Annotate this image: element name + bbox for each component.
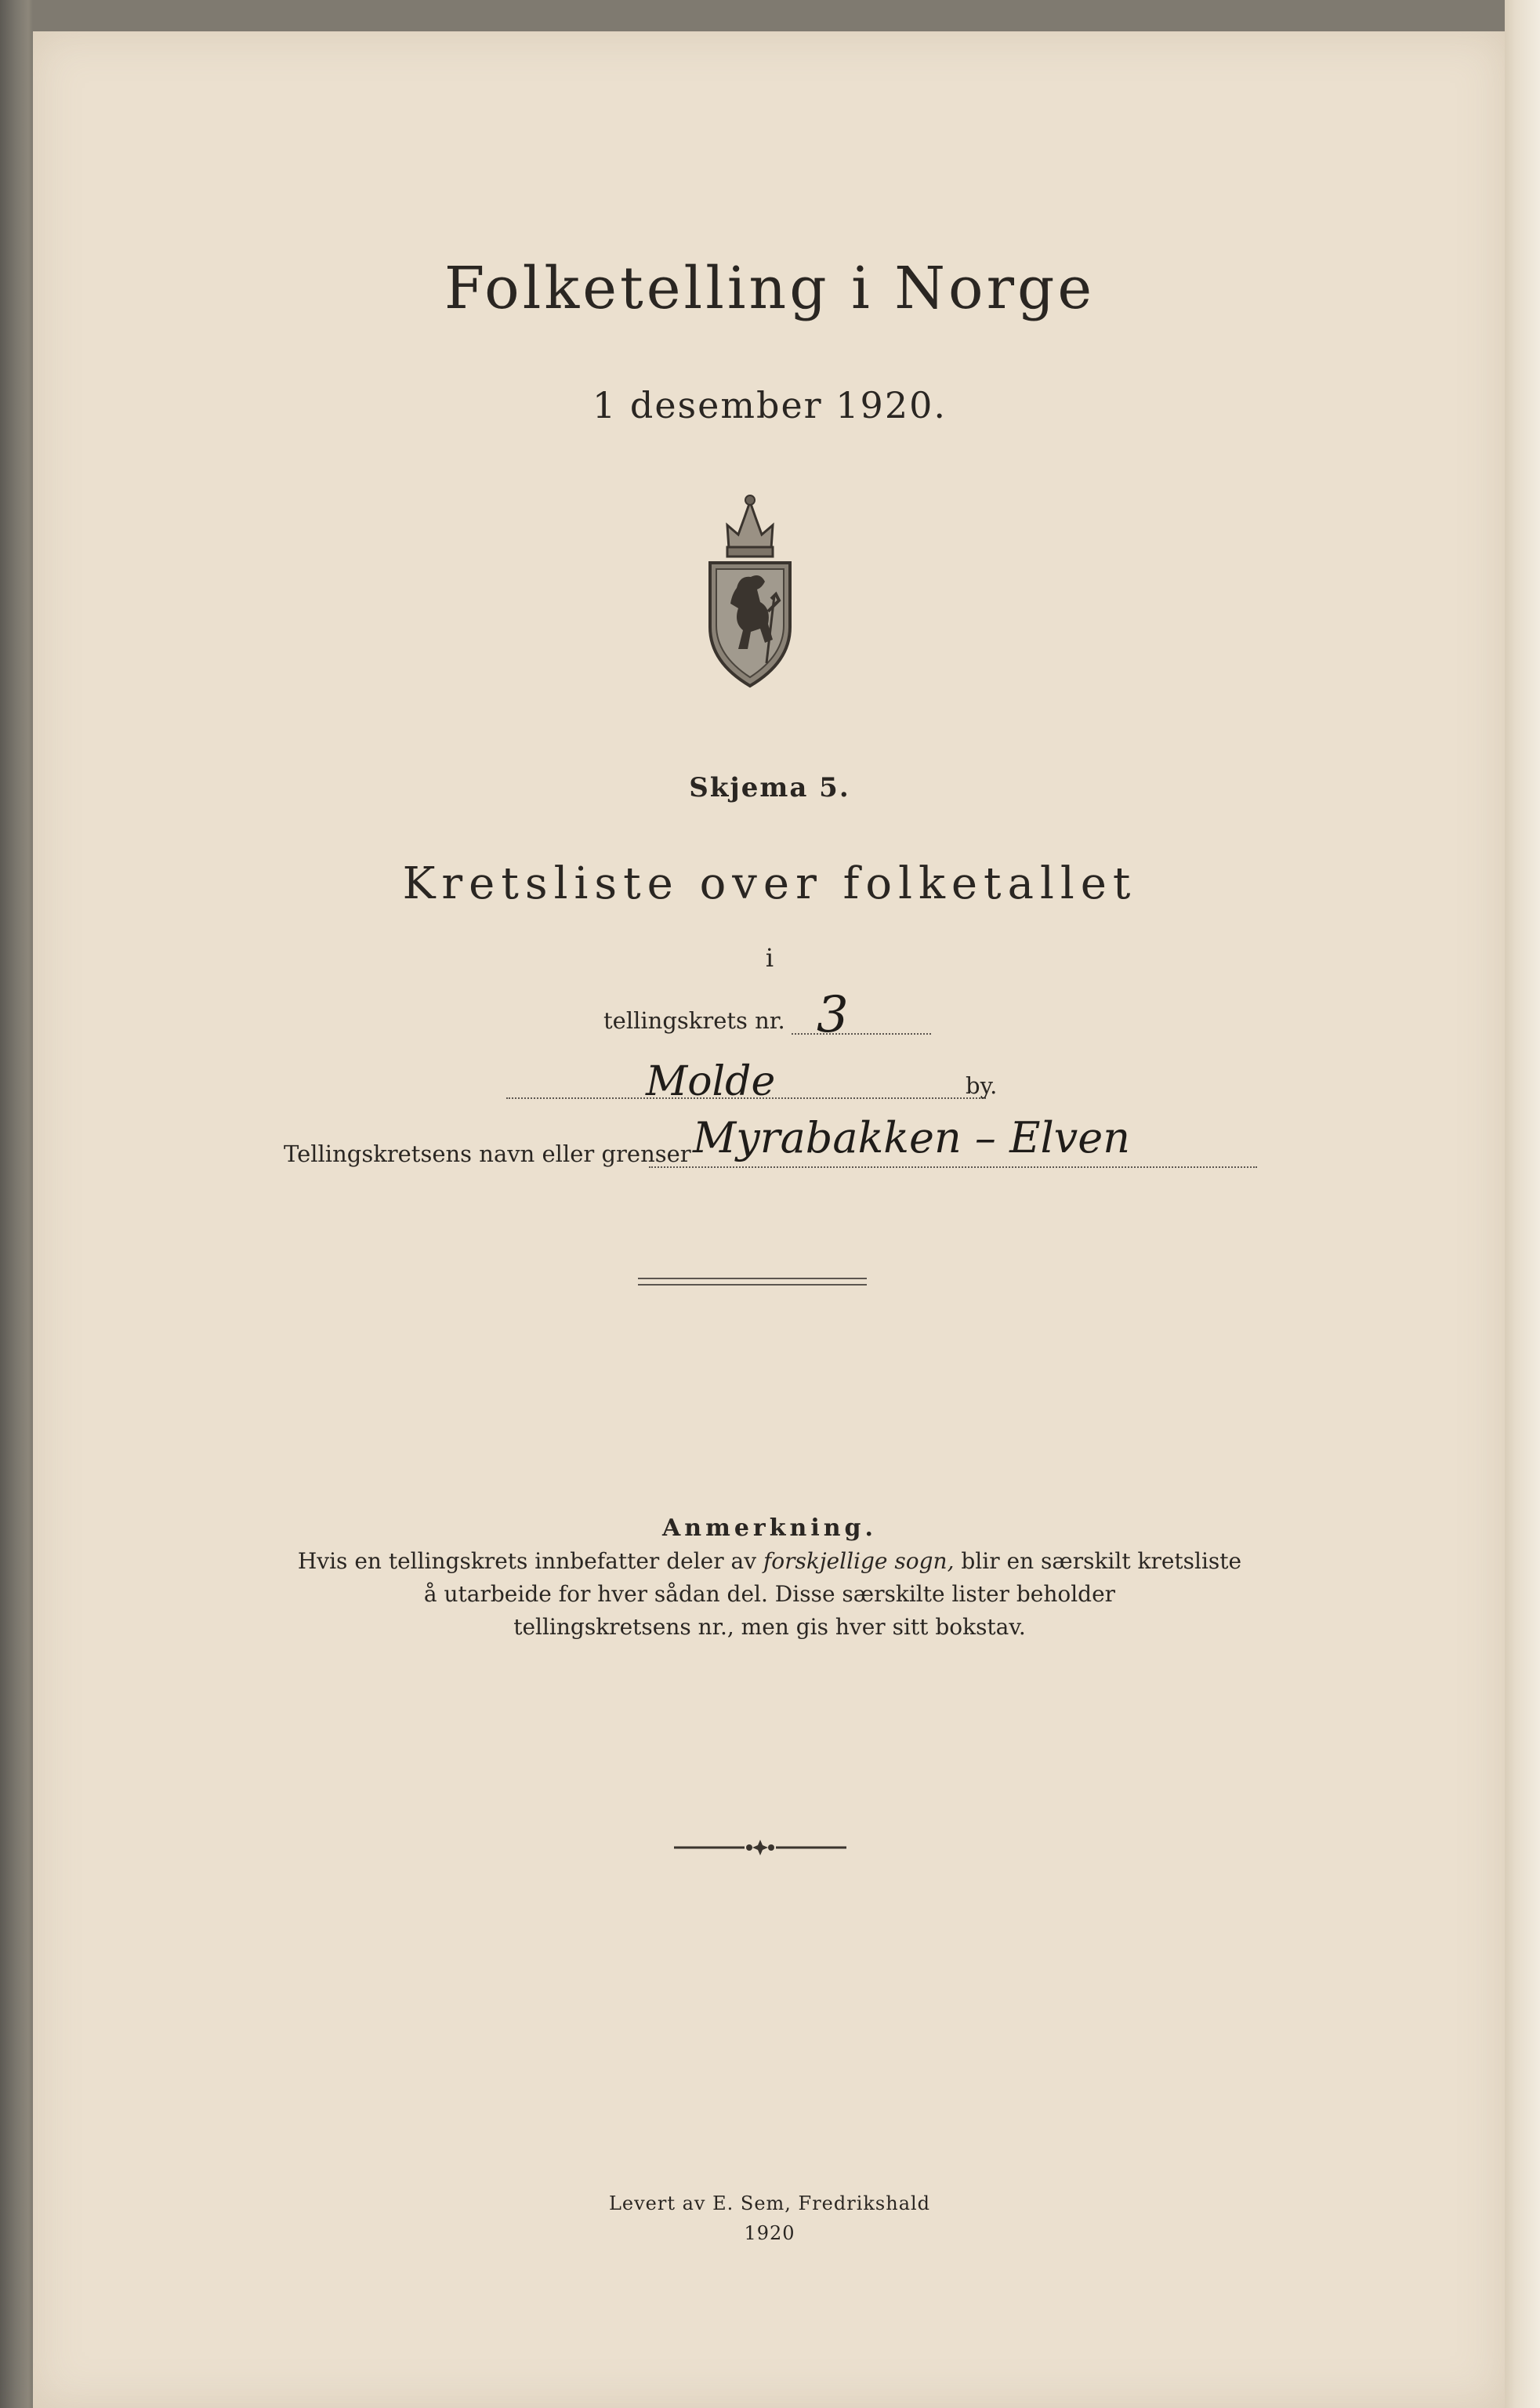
- district-number-label: tellingskrets nr.: [603, 1007, 785, 1034]
- printer-credit: Levert av E. Sem, Fredrikshald: [608, 2192, 931, 2214]
- norwegian-coat-of-arms-icon: [699, 494, 801, 690]
- town-suffix: by.: [966, 1072, 998, 1099]
- page-title: Folketelling i Norge: [444, 255, 1096, 322]
- section-divider: [638, 1278, 867, 1286]
- note-line-1: [33, 1548, 1506, 1574]
- census-form-sheet: [33, 31, 1506, 2408]
- page-edge: [1505, 0, 1540, 2408]
- note-line-1-emphasis: forskjellige sogn,: [763, 1548, 955, 1574]
- ornament-divider-icon: [674, 1838, 846, 1857]
- census-date: 1 desember 1920.: [592, 384, 947, 426]
- district-name-label: Tellingskretsens navn eller grenser: [284, 1141, 691, 1167]
- note-line-2: å utarbeide for hver sådan del. Disse særskilte lister beholder: [423, 1581, 1116, 1607]
- district-number-value: 3: [817, 986, 849, 1044]
- note-heading: Anmerkning.: [662, 1514, 877, 1542]
- note-line-1-start: Hvis en tellingskrets innbefatter deler av: [297, 1548, 763, 1574]
- town-value: Molde: [646, 1058, 776, 1105]
- district-number-underline: [792, 1033, 931, 1035]
- district-name-value: Myrabakken – Elven: [693, 1113, 1131, 1162]
- print-year: 1920: [744, 2222, 795, 2244]
- connector-text: i: [765, 943, 774, 973]
- district-name-underline: [649, 1166, 1257, 1168]
- note-line-1-end: blir en særskilt kretsliste: [954, 1548, 1242, 1574]
- note-line-3: tellingskretsens nr., men gis hver sitt bokstav.: [513, 1614, 1026, 1640]
- schema-number: Skjema 5.: [689, 772, 850, 803]
- form-heading: Kretsliste over folketallet: [402, 858, 1137, 909]
